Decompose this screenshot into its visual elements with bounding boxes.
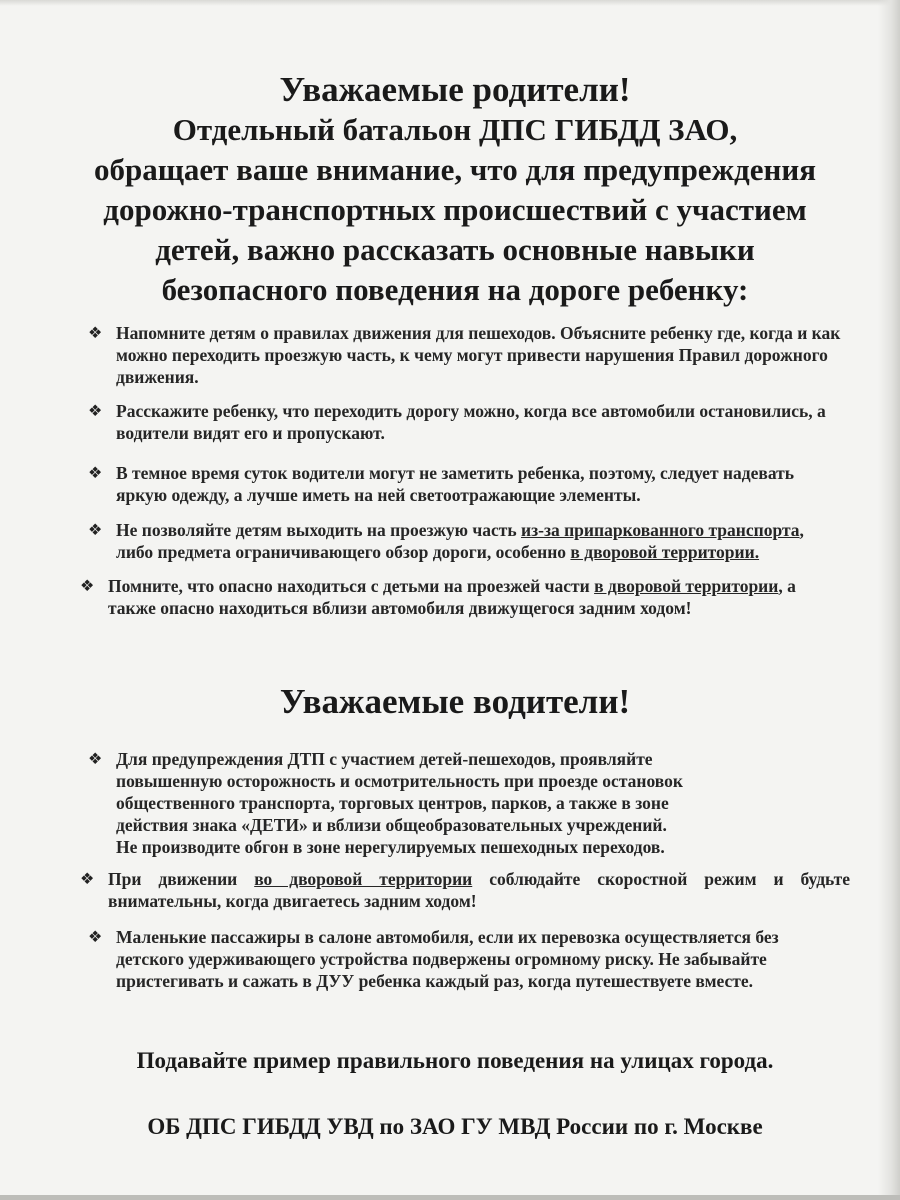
list-item (74, 868, 850, 912)
advice-text: , либо предмета ограничивающего обзор дороги, особенно (116, 520, 804, 562)
underlined-text: во дворовой территории (254, 869, 473, 889)
parents-title: Уважаемые родители! (279, 70, 631, 109)
diamond-bullet-icon: ❖ (88, 751, 103, 768)
advice-text: Не позволяйте детям выходить на проезжую часть (116, 520, 521, 540)
intro-line: обращает ваше внимание, что для предупреждения (94, 152, 816, 187)
list-item (82, 462, 842, 506)
intro-line: дорожно-транспортных происшествий с участием (103, 192, 807, 227)
advice-text: Расскажите ребенку, что переходить дорогу можно, когда все автомобили остановились, а водители видят его и пропускают. (116, 401, 826, 443)
advice-text: соблюдайте скоростной режим и будьте внимательны, когда двигаетесь задним ходом! (108, 869, 851, 911)
advice-text: В темное время суток водители могут не заметить ребенка, поэтому, следует надевать яркую одежду, а лучше иметь на ней светоотражающие элементы. (116, 463, 794, 505)
advice-line: повышенную осторожность и осмотрительность при проезде остановок (116, 771, 683, 791)
diamond-bullet-icon: ❖ (88, 403, 103, 420)
diamond-bullet-icon: ❖ (80, 871, 95, 888)
scan-edge-right (878, 0, 900, 1200)
parents-advice-list (82, 322, 842, 619)
signature-line: ОБ ДПС ГИБДД УВД по ЗАО ГУ МВД России по г. Москве (147, 1114, 763, 1139)
advice-line: общественного транспорта, торговых центров, парков, а также в зоне (116, 793, 669, 813)
underlined-text: из-за припаркованного транспорта (521, 520, 800, 540)
diamond-bullet-icon: ❖ (88, 465, 103, 482)
diamond-bullet-icon: ❖ (88, 325, 103, 342)
scan-edge-bottom (0, 1195, 900, 1200)
underlined-text: в дворовой территории. (570, 542, 760, 562)
list-item (82, 519, 842, 563)
underlined-text: в дворовой территории (594, 576, 779, 596)
scan-edge-top (0, 0, 900, 6)
intro-line: Отдельный батальон ДПС ГИБДД ЗАО, (172, 112, 738, 147)
list-item (82, 322, 842, 388)
diamond-bullet-icon: ❖ (88, 522, 103, 539)
parents-heading-block (40, 70, 870, 310)
advice-text: Помните, что опасно находиться с детьми на проезжей части (108, 576, 595, 596)
drivers-advice-list (80, 748, 851, 992)
list-item (82, 926, 842, 992)
advice-line: Не производите обгон в зоне нерегулируемых пешеходных переходов. (116, 837, 665, 857)
advice-line: Для предупреждения ДТП с участием детей-пешеходов, проявляйте (116, 749, 653, 769)
intro-line: детей, важно рассказать основные навыки (155, 232, 755, 267)
diamond-bullet-icon: ❖ (80, 578, 95, 595)
advice-text: Напомните детям о правилах движения для пешеходов. Объясните ребенку где, когда и как можно переходить проезжую часть, к чему могут привести нарушения Правил дорожного движения. (116, 323, 841, 387)
diamond-bullet-icon: ❖ (88, 929, 103, 946)
list-item (74, 575, 834, 619)
advice-text: Маленькие пассажиры в салоне автомобиля, если их перевозка осуществляется без детского удерживающего устройства подвержены огромному риску. Не забывайте пристегивать и сажать в ДУУ ребенка каждый раз, когда путешествуете вместе. (116, 927, 779, 991)
drivers-title: Уважаемые водители! (279, 682, 631, 721)
advice-text: При движении (108, 869, 255, 889)
closing-appeal: Подавайте пример правильного поведения на улицах города. (136, 1048, 774, 1073)
advice-text: , а также опасно находиться вблизи автомобиля движущегося задним ходом! (108, 576, 796, 618)
advice-line: действия знака «ДЕТИ» и вблизи общеобразовательных учреждений. (116, 815, 667, 835)
list-item (82, 400, 842, 444)
list-item (82, 748, 842, 858)
intro-line: безопасного поведения на дороге ребенку: (161, 272, 749, 307)
